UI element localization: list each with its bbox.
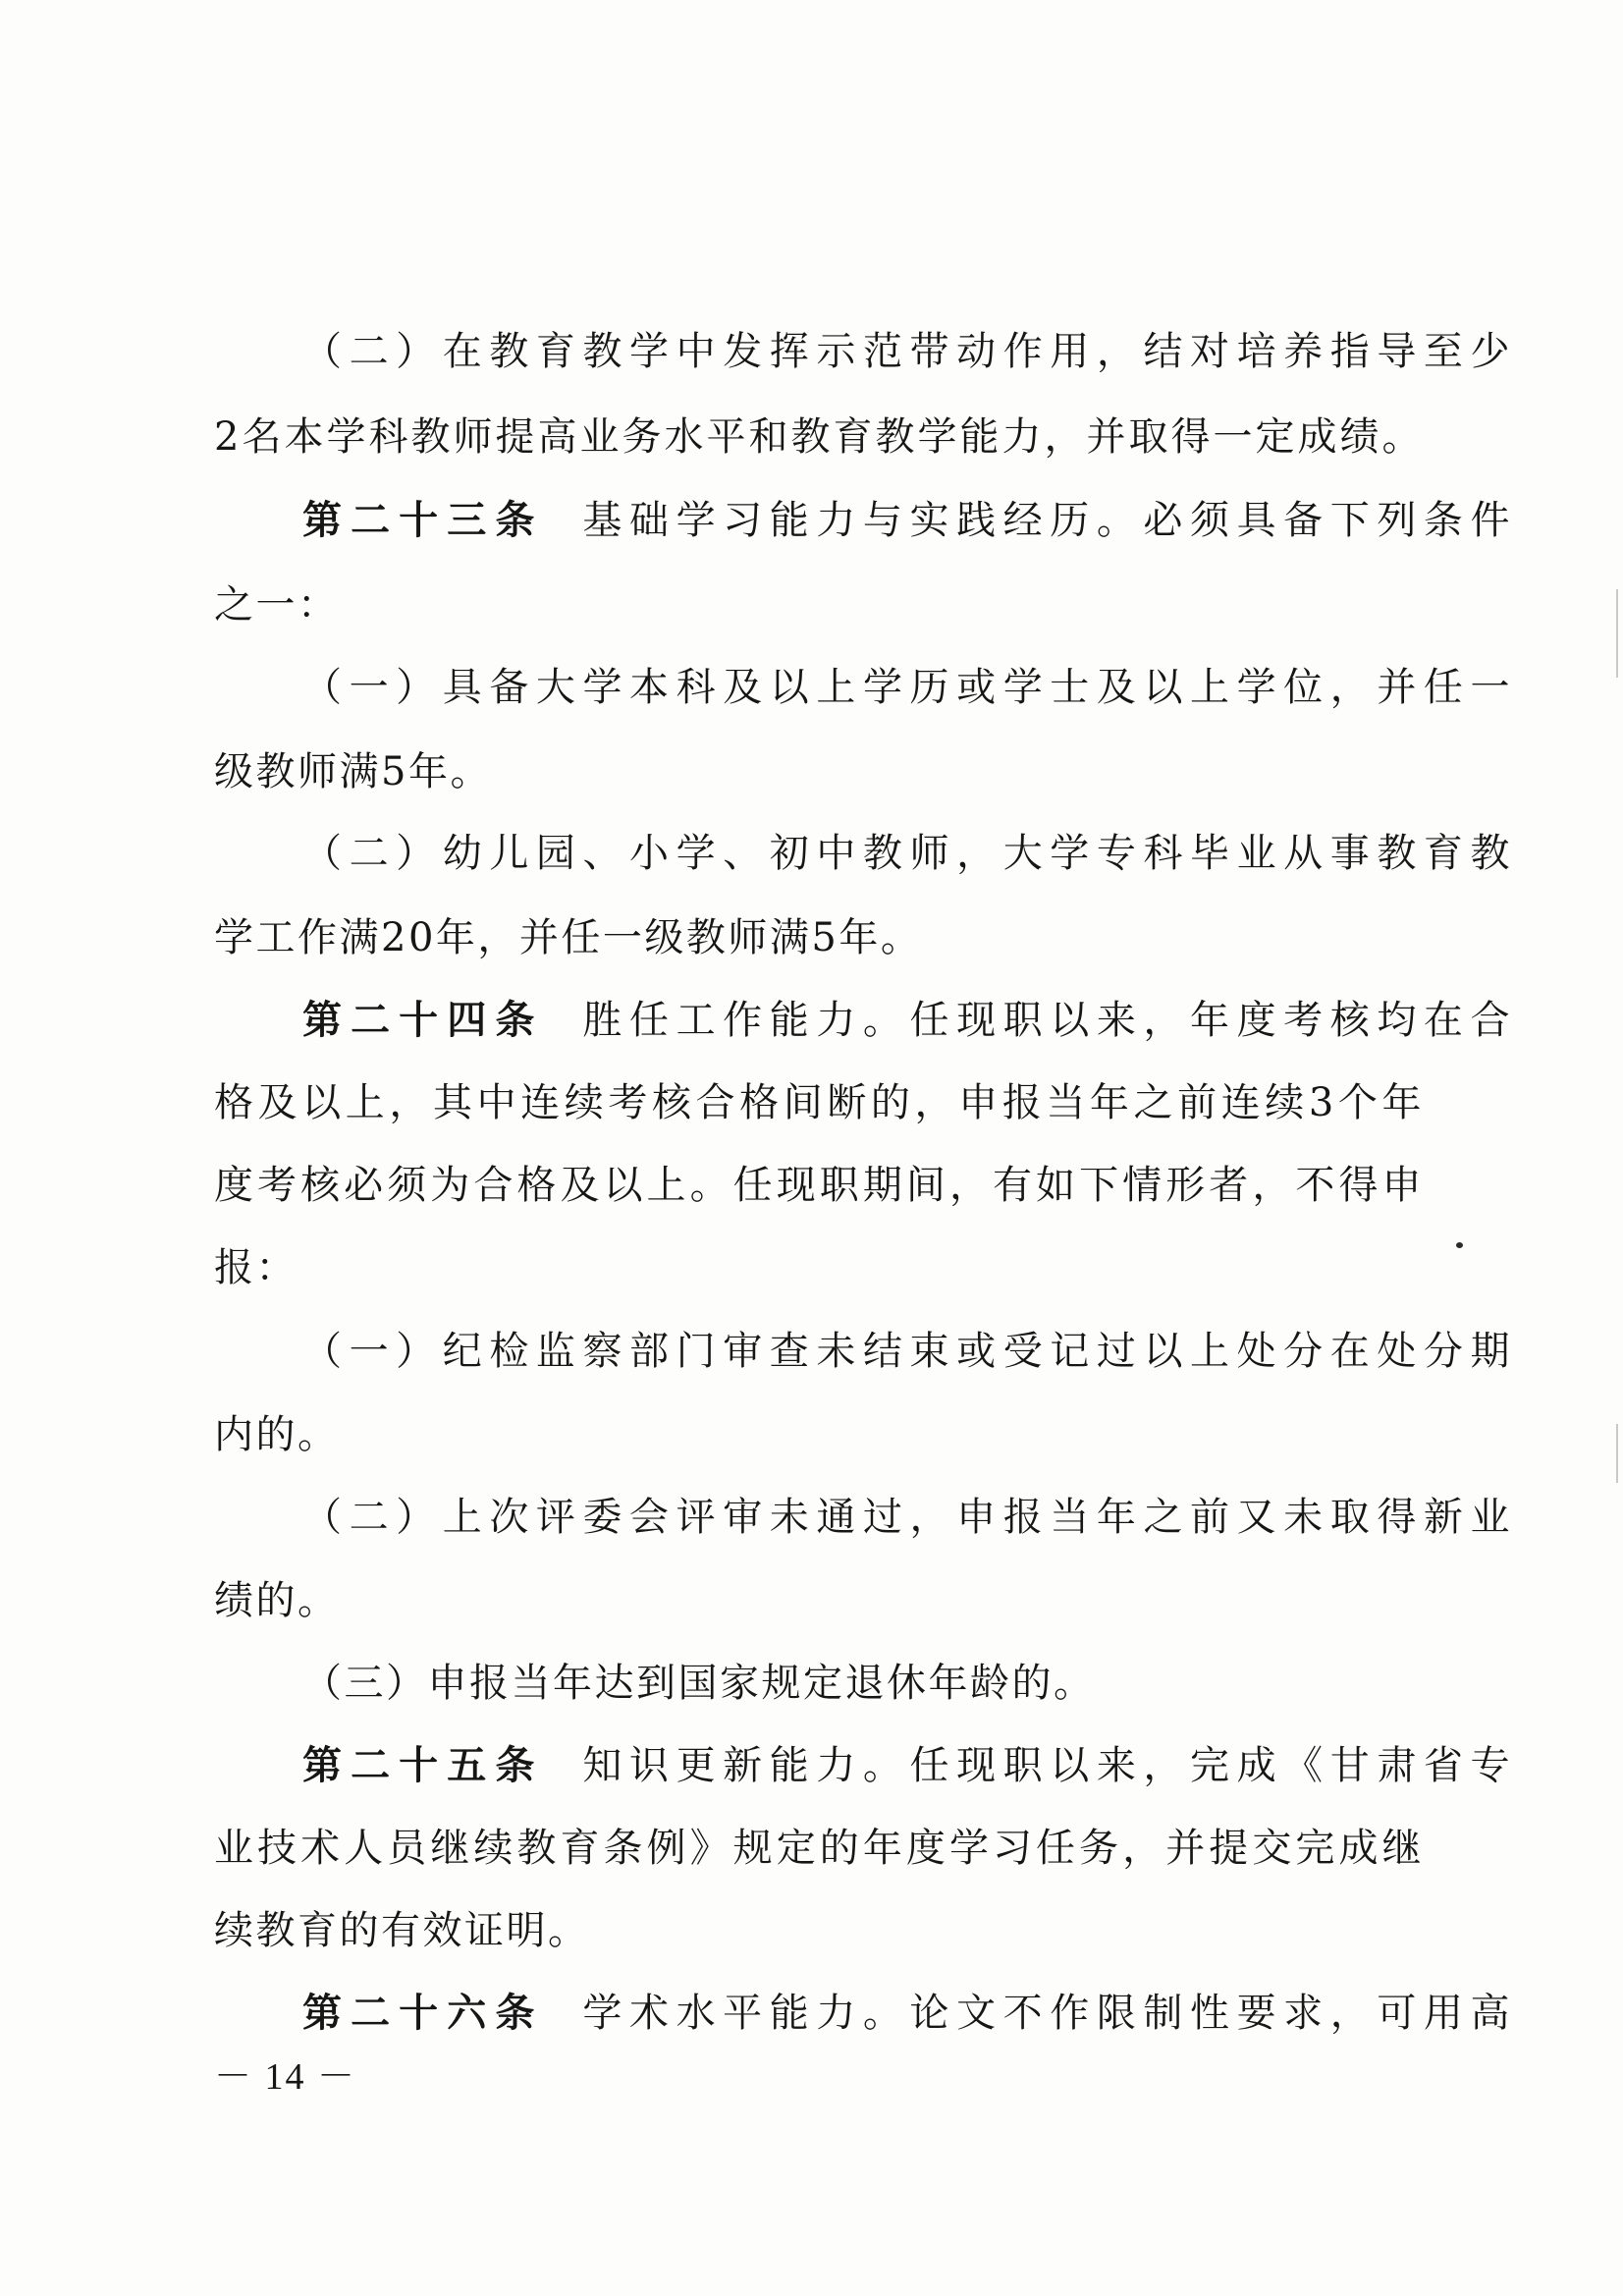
paragraph-line: 学工作满20年，并任一级教师满5年。 bbox=[214, 915, 923, 960]
paragraph-line: 格及以上，其中连续考核合格间断的，申报当年之前连续3个年 bbox=[214, 1080, 1424, 1125]
article-26-text: 学术水平能力。论文不作限制性要求，可用高 bbox=[582, 1991, 1513, 2036]
article-25-text: 知识更新能力。任现职以来，完成《甘肃省专 bbox=[582, 1743, 1513, 1788]
paragraph-line: 内的。 bbox=[214, 1412, 340, 1457]
article-25-heading: 第二十五条 bbox=[302, 1743, 544, 1788]
paragraph-line: （一）具备大学本科及以上学历或学士及以上学位，并任一 bbox=[302, 665, 1512, 710]
article-26-heading: 第二十六条 bbox=[302, 1991, 544, 2036]
paragraph-line: （二）上次评委会评审未通过，申报当年之前又未取得新业 bbox=[302, 1495, 1512, 1540]
paragraph-line: 续教育的有效证明。 bbox=[214, 1908, 590, 1953]
article-25-line bbox=[302, 1730, 1512, 1801]
article-23-heading: 第二十三条 bbox=[302, 498, 544, 543]
article-24-text: 胜任工作能力。任现职以来，年度考核均在合 bbox=[582, 998, 1513, 1043]
paragraph-line: 度考核必须为合格及以上。任现职期间，有如下情形者，不得申 bbox=[214, 1163, 1424, 1208]
article-23-line bbox=[302, 485, 1512, 556]
paragraph-line: 之一： bbox=[214, 582, 340, 628]
paragraph-line: （一）纪检监察部门审查未结束或受记过以上处分在处分期 bbox=[302, 1329, 1512, 1374]
article-26-line bbox=[302, 1978, 1512, 2049]
scan-speck bbox=[1456, 1242, 1463, 1248]
scan-edge-mark bbox=[1616, 589, 1618, 678]
article-24-heading: 第二十四条 bbox=[302, 998, 544, 1043]
paragraph-line: 级教师满5年。 bbox=[214, 749, 492, 794]
article-23-text: 基础学习能力与实践经历。必须具备下列条件 bbox=[582, 498, 1513, 543]
paragraph-line: （二）幼儿园、小学、初中教师，大学专科毕业从事教育教 bbox=[302, 831, 1512, 876]
paragraph-line: 业技术人员继续教育条例》规定的年度学习任务，并提交完成继 bbox=[214, 1826, 1424, 1871]
paragraph-line: （三）申报当年达到国家规定退休年龄的。 bbox=[302, 1661, 1096, 1706]
article-24-line bbox=[302, 985, 1512, 1056]
paragraph-line: 报： bbox=[214, 1245, 298, 1290]
paragraph-line: 绩的。 bbox=[214, 1578, 340, 1623]
page-number: － 14 － bbox=[214, 2056, 357, 2098]
paragraph-line: 2名本学科教师提高业务水平和教育教学能力，并取得一定成绩。 bbox=[214, 414, 1424, 460]
scan-edge-mark bbox=[1616, 1424, 1618, 1483]
paragraph-line: （二）在教育教学中发挥示范带动作用，结对培养指导至少 bbox=[302, 329, 1512, 374]
